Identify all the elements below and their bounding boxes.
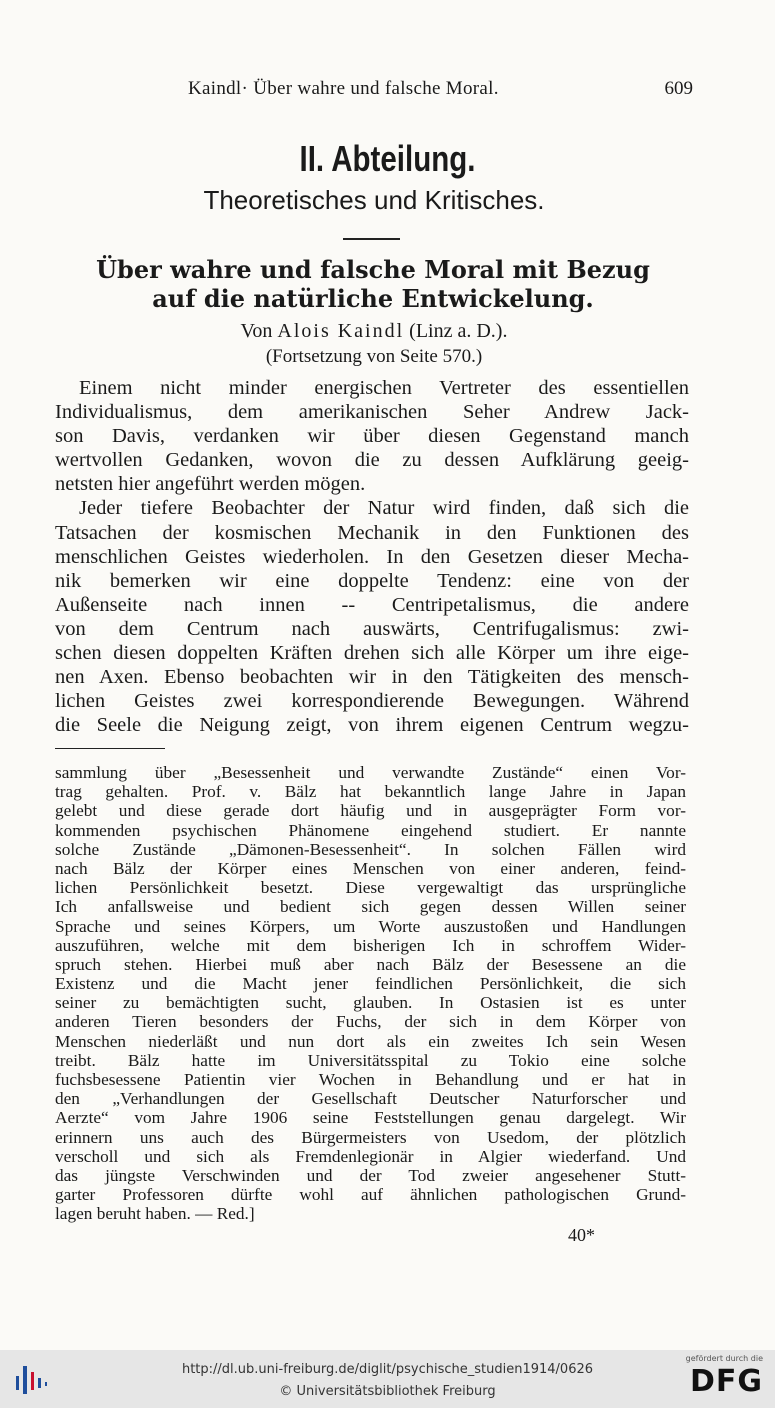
article-title-line: auf die natürliche Entwickelung. (152, 284, 594, 313)
footnote-line: fuchsbesessene Patientin vier Wochen in Behandlung und er hat in (55, 1070, 686, 1089)
footnote-line: Aerzte“ vom Jahre 1906 seine Feststellungen genau dargelegt. Wir (55, 1108, 686, 1128)
footnote-line: erinnern uns auch des Bürgermeisters von Usedom, der plötzlich (55, 1127, 686, 1147)
body-line: lichen Geistes zwei korrespondierende Bewegungen. Während (55, 690, 689, 713)
body-text (55, 376, 689, 737)
body-line: schen diesen doppelten Kräften drehen sich alle Körper um ihre eige- (55, 642, 689, 665)
running-head (188, 78, 693, 102)
footnote-line: solche Zustände „Dämonen-Besessenheit“. In solchen Fällen wird (55, 839, 686, 859)
page-number: 609 (664, 78, 693, 99)
signature-mark: 40* (568, 1225, 595, 1245)
footnote-line: auszuführen, welche mit dem bisherigen Ich in schroffem Wider- (55, 935, 686, 955)
footnote-rule (55, 748, 165, 749)
byline (0, 320, 748, 343)
footnote-line: den „Verhandlungen der Gesellschaft Deutscher Naturforscher und (55, 1089, 686, 1109)
copyright-notice: © Universitätsbibliothek Freiburg (279, 1384, 496, 1399)
footnote-line: Menschen niederläßt und nun dort als ein zweites Ich sein Wesen (55, 1031, 686, 1051)
body-line: wertvollen Gedanken, wovon die zu dessen Aufklärung geeig- (55, 449, 689, 472)
footnote-line: sammlung über „Besessenheit und verwandte Zustände“ einen Vor- (55, 763, 686, 782)
body-line: von dem Centrum nach auswärts, Centrifugalismus: zwi- (55, 617, 689, 640)
byline-suffix: (Linz a. D.). (404, 320, 508, 342)
footnote-line: verscholl und sich als Fremdenlegionär in Algier wiederfand. Und (55, 1146, 686, 1166)
footnote-line: nach Bälz der Körper eines Menschen von einer anderen, feind- (55, 858, 686, 878)
footnote-line: Ich anfallsweise und bedient sich gegen dessen Willen seiner (55, 897, 686, 917)
body-line: menschlichen Geistes wiederholen. In den Gesetzen dieser Mecha- (55, 545, 689, 568)
section-heading: II. Abteilung. (299, 138, 476, 179)
footnote-line: Existenz und die Macht jener feindlichen Persönlichkeit, die sich (55, 974, 686, 994)
footnote-line: spruch stehen. Hierbei muß aber nach Bälz der Besessene an die (55, 954, 686, 974)
permalink[interactable]: http://dl.ub.uni-freiburg.de/diglit/psychische_studien1914/0626 (181, 1362, 594, 1377)
funding-note: gefördert durch die (685, 1354, 763, 1363)
dfg-logo: DFG (689, 1364, 763, 1399)
footnote-line: Sprache und seines Körpers, um Worte auszustoßen und Handlungen (55, 916, 686, 936)
body-line: nik bemerken wir eine doppelte Tendenz: eine von der (55, 569, 689, 592)
body-line: Jeder tiefere Beobachter der Natur wird finden, daß sich die (79, 497, 689, 520)
footnote-line: seiner zu bemächtigten sucht, glauben. In Ostasien ist es unter (55, 993, 686, 1013)
footnote-line: trag gehalten. Prof. v. Bälz hat bekanntlich lange Jahre in Japan (55, 782, 686, 802)
article-title-line: Über wahre und falsche Moral mit Bezug (96, 255, 650, 284)
continuation-note: (Fortsetzung von Seite 570.) (265, 346, 483, 367)
author-name: Alois Kaindl (277, 320, 405, 342)
footnote-line: gelebt und diese gerade dort häufig und in ausgeprägter Form vor- (55, 801, 686, 821)
footnote-line: lagen beruht haben. — Red.] (55, 1204, 255, 1224)
body-line: nen Axen. Ebenso beobachten wir in den Tätigkeiten des mensch- (55, 666, 689, 689)
body-line: Einem nicht minder energischen Vertreter des essentiellen (79, 377, 689, 399)
body-line: Außenseite nach innen -- Centripetalismus, die andere (55, 593, 689, 616)
footnote-line: garter Professoren dürfte wohl auf ähnlichen pathologischen Grund- (55, 1185, 686, 1205)
body-line: Individualismus, dem amerikanischen Seher Andrew Jack- (55, 401, 689, 424)
body-line: netsten hier angeführt werden mögen. (55, 473, 366, 496)
footnote (55, 763, 686, 1224)
running-head-title: Kaindl· Über wahre und falsche Moral. (188, 78, 499, 99)
section-subtitle: Theoretisches und Kritisches. (203, 185, 545, 215)
article-title (52, 255, 694, 313)
body-line: Tatsachen der kosmischen Mechanik in den Funktionen des (55, 521, 689, 544)
body-line: son Davis, verdanken wir über diesen Gegenstand manch (55, 425, 689, 448)
footnote-line: das jüngste Verschwinden und der Tod zweier angesehener Stutt- (55, 1165, 686, 1185)
divider-rule (343, 238, 400, 240)
footnote-line: lichen Persönlichkeit besetzt. Diese vergewaltigt das ursprüngliche (55, 878, 686, 898)
body-line: die Seele die Neigung zeigt, von ihrem eigenen Centrum wegzu- (55, 714, 689, 737)
byline-prefix: Von (240, 320, 278, 342)
footnote-line: kommenden psychischen Phänomene eingehend studiert. Er nannte (55, 820, 686, 840)
footnote-line: treibt. Bälz hatte im Universitätsspital zu Tokio eine solche (55, 1050, 686, 1070)
viewer-footer (0, 1350, 775, 1408)
footnote-line: anderen Tieren besonders der Fuchs, der sich in dem Körper von (55, 1012, 686, 1032)
